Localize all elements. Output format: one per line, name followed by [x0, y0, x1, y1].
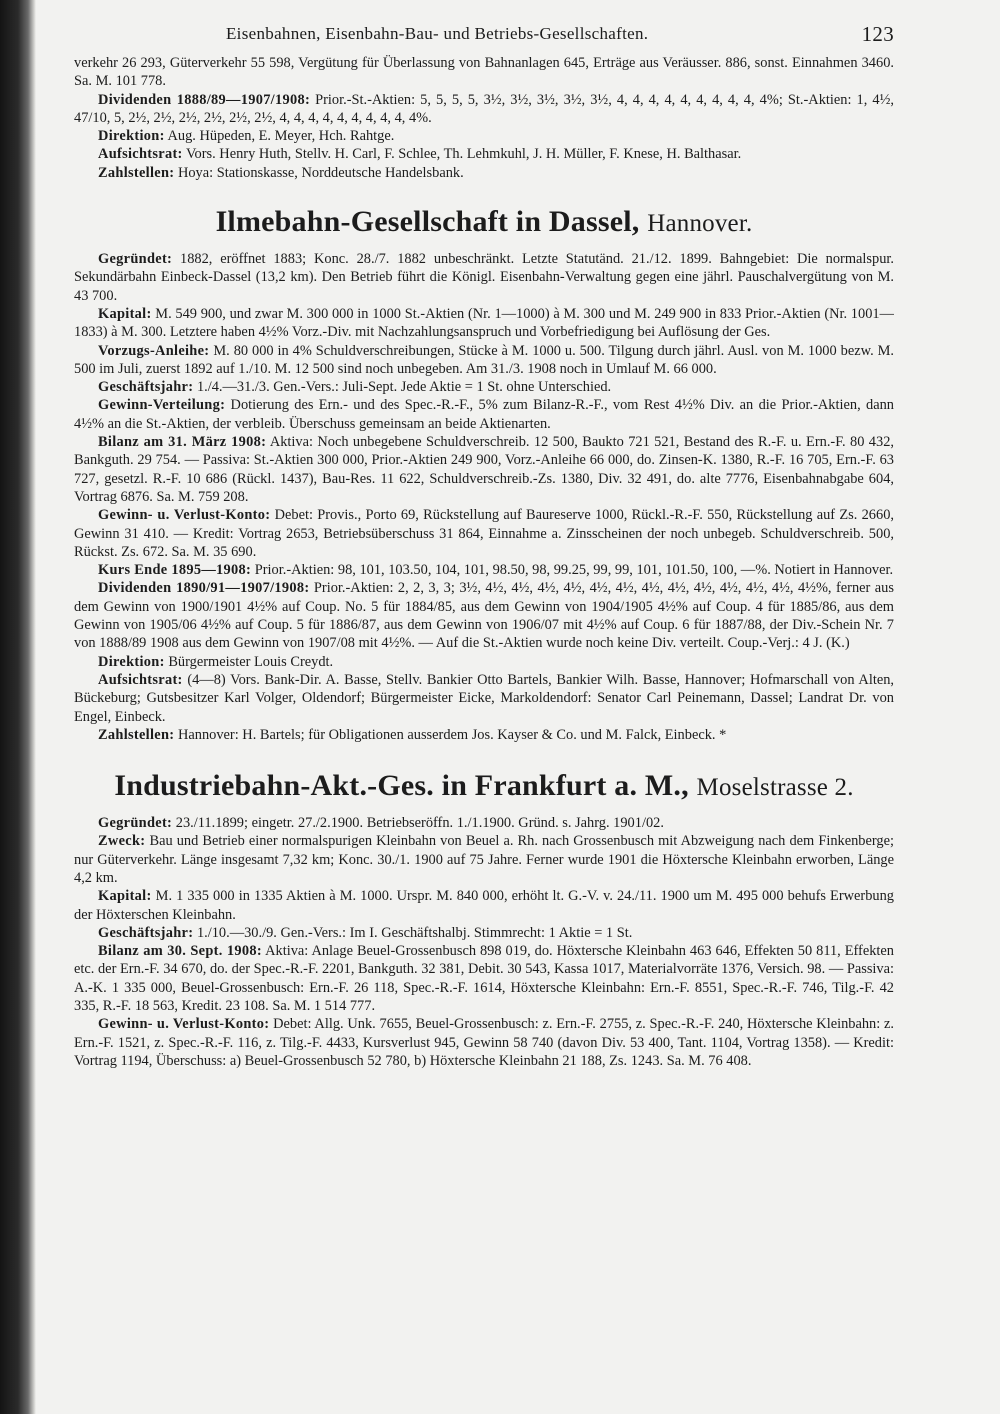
entry-paragraph: Direktion: Aug. Hüpeden, E. Meyer, Hch. Rahtge.: [98, 128, 395, 145]
entry-paragraph: Zahlstellen: Hannover: H. Bartels; für Obligationen ausserdem Jos. Kayser & Co. und M. Falck, Einbeck. *: [98, 726, 727, 743]
entry-paragraph: Aufsichtsrat: Vors. Henry Huth, Stellv. H. Carl, F. Schlee, Th. Lehmkuhl, J. H. Müller, F. Knese, H. Balthasar.: [98, 146, 742, 163]
entry-paragraph: Gewinn- u. Verlust-Konto: Debet: Allg. Unk. 7655, Beuel-Grossenbusch: z. Ern.-F. 2755, z. Spec.-R.-F. 240, Höxtersche Kleinbahn: z. Ern.-F. 1521, z. Spec.-R.-F. 116, z. Tilg.-F. 4433, Kursverlust 945, Gewinn 58 740 (davon Div. 53 400, Tant. 1104, Vortrag 1358). — Kredit: Vortrag 1194, Überschuss: a) Beuel-Grossenbusch 52 780, b) Höxtersche Kleinbahn 21 188, Zs. 1243. Sa. M. 76 408.: [74, 1016, 894, 1069]
entry-paragraph: Gegründet: 1882, eröffnet 1883; Konc. 28./7. 1882 unbeschränkt. Letzte Statutänd. 21./12. 1899. Bahngebiet: Die normalspur. Sekundärbahn Einbeck-Dassel (13,2 km). Den Betrieb führt die Königl. Eisenbahn-Verwaltung gegen eine jährl. Pauschalvergütung von M. 43 700.: [74, 251, 894, 304]
previous-entry-continuation: [74, 54, 894, 182]
entry-paragraph: Zahlstellen: Hoya: Stationskasse, Norddeutsche Handelsbank.: [98, 164, 464, 181]
entry-paragraph: Kapital: M. 549 900, und zwar M. 300 000 in 1000 St.-Aktien (Nr. 1—1000) à M. 300 und M. 249 900 in 833 Prior.-Aktien (Nr. 1001—1833) à M. 300. Letztere haben 4½% Vorz.-Div. mit Nachzahlungsanspruch und Vorbefriedigung bei Auflösung der Ges.: [74, 305, 894, 341]
company-heading-ilmebahn: Ilmebahn-Gesellschaft in Dassel, Hannover.: [215, 205, 753, 239]
company-entry-industriebahn: [74, 814, 894, 1070]
entry-paragraph: Aufsichtsrat: (4—8) Vors. Bank-Dir. A. Basse, Stellv. Bankier Otto Bartels, Bankier Wilh. Basse, Hannover; Hofmarschall von Alten, Bückeburg; Gutsbesitzer Karl Volger, Oldendorf; Bürgermeister Eicke, Markoldendorf: Senator Carl Peinemann, Dassel; Landrat Dr. von Engel, Einbeck.: [74, 671, 894, 725]
entry-paragraph: Gewinn-Verteilung: Dotierung des Ern.- und des Spec.-R.-F., 5% zum Bilanz-R.-F., vom Rest 4½% Div. an die Prior.-Aktien, dann 4½% an die St.-Aktien, der verbleib. Überschuss gemeinsam an beide Aktienarten.: [74, 397, 894, 432]
entry-paragraph: Direktion: Bürgermeister Louis Creydt.: [98, 653, 334, 670]
entry-paragraph: Gegründet: 23./11.1899; eingetr. 27./2.1900. Betriebseröffn. 1./1.1900. Gründ. s. Jahrg. 1901/02.: [98, 815, 664, 832]
running-title: Eisenbahnen, Eisenbahn-Bau- und Betriebs-Gesellschaften.: [226, 24, 649, 43]
entry-paragraph: Geschäftsjahr: 1./10.—30./9. Gen.-Vers.: Im I. Geschäftshalbj. Stimmrecht: 1 Aktie = 1 St.: [98, 924, 633, 941]
book-spine-shadow: [0, 0, 36, 1414]
entry-paragraph: Bilanz am 31. März 1908: Aktiva: Noch unbegebene Schuldverschreib. 12 500, Baukto 721 521, Bestand des R.-F. u. Ern.-F. 80 432, Bankguth. 29 754. — Passiva: St.-Aktien 300 000, Prior.-Aktien 249 900, Vorz.-Anleihe 66 000, do. Zinsen-K. 1380, R.-F. 16 705, Ern.-F. 63 727, gesetzl. R.-F. 10 686 (Rückl. 1437), Bau-Res. 11 622, Schuldverschreib.-Zs. 1380, Div. 32 491, do. alte 7776, Eisenbahnabgabe 604, Vortrag 6876. Sa. M. 759 208.: [74, 434, 894, 505]
entry-paragraph: Kapital: M. 1 335 000 in 1335 Aktien à M. 1000. Urspr. M. 840 000, erhöht lt. G.-V. v. 24./11. 1900 um M. 495 000 behufs Erwerbung der Höxterschen Kleinbahn.: [74, 888, 894, 923]
page-number: 123: [861, 22, 894, 46]
entry-paragraph: Gewinn- u. Verlust-Konto: Debet: Provis., Porto 69, Rückstellung auf Baureserve 1000, Rückl.-R.-F. 550, Rückstellung auf Zs. 2660, Gewinn 31 410. — Kredit: Vortrag 2653, Betriebsüberschuss 31 864, Einnahme a. Zinsscheinen der noch unbegeb. Schuldverschreib. 500, Rückst. Zs. 672. Sa. M. 35 690.: [74, 507, 894, 560]
entry-paragraph: Kurs Ende 1895—1908: Prior.-Aktien: 98, 101, 103.50, 104, 101, 98.50, 98, 99.25, 99, 99, 101, 101.50, 100, —%. Notiert in Hannover.: [98, 562, 894, 579]
company-heading-industriebahn: Industriebahn-Akt.-Ges. in Frankfurt a. M., Moselstrasse 2.: [114, 769, 854, 803]
company-entry-ilmebahn: [74, 250, 894, 744]
running-header: [74, 20, 894, 54]
entry-paragraph: verkehr 26 293, Güterverkehr 55 598, Vergütung für Überlassung von Bahnanlagen 645, Erträge aus Veräusser. 886, sonst. Einnahmen 3460. Sa. M. 101 778.: [74, 55, 894, 90]
entry-paragraph: Dividenden 1888/89—1907/1908: Prior.-St.-Aktien: 5, 5, 5, 5, 3½, 3½, 3½, 3½, 3½, 4, 4, 4, 4, 4, 4, 4, 4, 4, 4%; St.-Aktien: 1, 4½, 47/10, 5, 2½, 2½, 2½, 2½, 2½, 2½, 4, 4, 4, 4, 4, 4, 4, 4, 4, 4%.: [74, 91, 894, 126]
page: [74, 20, 894, 1400]
entry-paragraph: Vorzugs-Anleihe: M. 80 000 in 4% Schuldverschreibungen, Stücke à M. 1000 u. 500. Tilgung durch jährl. Ausl. von M. 1000 bezw. M. 500 im Juli, zuerst 1892 auf 1./10. M. 12 500 sind noch unbegeben. Am 31./3. 1908 noch in Umlauf M. 66 000.: [74, 342, 894, 377]
entry-paragraph: Zweck: Bau und Betrieb einer normalspurigen Kleinbahn von Beuel a. Rh. nach Grossenbusch mit Abzweigung nach dem Finkenberge; nur Güterverkehr. Länge insgesamt 7,32 km; Konc. 30./1. 1900 auf 75 Jahre. Ferner wurde 1901 die Höxtersche Kleinbahn erworben, Länge 4,2 km.: [74, 833, 894, 886]
entry-paragraph: Dividenden 1890/91—1907/1908: Prior.-Aktien: 2, 2, 3, 3; 3½, 4½, 4½, 4½, 4½, 4½, 4½, 4½, 4½, 4½, 4½, 4½, 4½, 4½%, ferner aus dem Gewinn von 1900/1901 4½% auf Coup. No. 5 für 1884/85, aus dem Gewinn von 1904/1905 4½% auf Coup. 4 für 1885/86, aus dem Gewinn von 1905/06 4½% auf Coup. 5 für 1886/87, aus dem Gewinn von 1906/07 mit 4½% auf Coup. 6 für 1887/88, der Div.-Schein Nr. 7 von 1888/89 1908 aus dem Gewinn von 1907/08 mit 4½%. — Auf die St.-Aktien wurde noch keine Div. verteilt. Coup.-Verj.: 4 J. (K.): [74, 580, 894, 652]
entry-paragraph: Geschäftsjahr: 1./4.—31./3. Gen.-Vers.: Juli-Sept. Jede Aktie = 1 St. ohne Unterschied.: [98, 379, 612, 396]
entry-paragraph: Bilanz am 30. Sept. 1908: Aktiva: Anlage Beuel-Grossenbusch 898 019, do. Höxtersche Kleinbahn 463 646, Effekten 50 811, Effekten etc. der Ern.-F. 34 670, do. der Spec.-R.-F. 2201, Bankguth. 32 381, Debit. 30 543, Kassa 1017, Materialvorräte 1376, Versich. 98. — Passiva: A.-K. 1 335 000, Beuel-Grossenbusch: Ern.-F. 26 118, Spec.-R.-F. 1614, Höxtersche Kleinbahn: Ern.-F. 8551, Spec.-R.-F. 746, Tilg.-F. 42 335, R.-F. 18 563, Kredit. 23 108. Sa. M. 1 514 777.: [74, 943, 894, 1015]
